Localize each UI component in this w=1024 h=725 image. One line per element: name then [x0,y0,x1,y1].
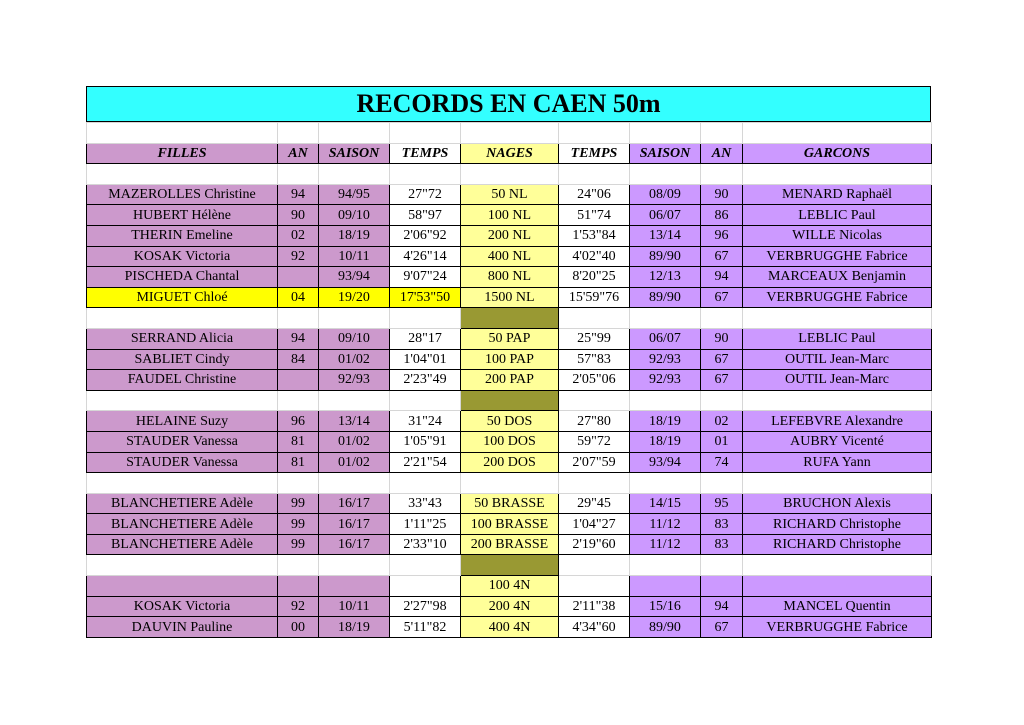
garcons-saison: 15/16 [630,596,701,617]
record-row [87,205,932,226]
garcons-name: VERBRUGGHE Fabrice [743,617,932,638]
empty-cell [87,473,278,494]
empty-cell [87,390,278,411]
column-header: SAISON [630,143,701,164]
empty-cell [630,164,701,185]
filles-temps: 27"72 [390,184,461,205]
filles-saison: 16/17 [319,534,390,555]
record-row [87,452,932,473]
filles-name: KOSAK Victoria [87,596,278,617]
garcons-name: RICHARD Christophe [743,514,932,535]
filles-name: STAUDER Vanessa [87,431,278,452]
filles-an [278,576,319,597]
nage-label: 100 PAP [461,349,559,370]
filles-an [278,370,319,391]
column-header: TEMPS [559,143,630,164]
garcons-saison: 08/09 [630,184,701,205]
garcons-an: 83 [701,534,743,555]
filles-saison: 01/02 [319,349,390,370]
filles-name: FAUDEL Christine [87,370,278,391]
garcons-temps: 1'04"27 [559,514,630,535]
garcons-temps: 2'07"59 [559,452,630,473]
filles-an: 99 [278,534,319,555]
empty-cell [701,308,743,329]
empty-cell [743,164,932,185]
empty-cell [278,123,319,144]
column-header: FILLES [87,143,278,164]
separator-row [87,555,932,576]
garcons-an: 94 [701,267,743,288]
garcons-an: 96 [701,225,743,246]
filles-an: 00 [278,617,319,638]
record-row [87,596,932,617]
filles-an: 94 [278,328,319,349]
garcons-an: 67 [701,349,743,370]
garcons-saison: 18/19 [630,411,701,432]
empty-cell [461,164,559,185]
empty-cell [630,123,701,144]
garcons-name: OUTIL Jean-Marc [743,370,932,391]
nage-label: 50 DOS [461,411,559,432]
garcons-an: 90 [701,184,743,205]
filles-temps: 33"43 [390,493,461,514]
separator-row [87,390,932,411]
filles-temps [390,576,461,597]
filles-temps: 1'05"91 [390,431,461,452]
record-row [87,431,932,452]
record-row [87,267,932,288]
filles-temps: 2'23"49 [390,370,461,391]
column-header: TEMPS [390,143,461,164]
empty-cell [390,555,461,576]
garcons-name: VERBRUGGHE Fabrice [743,287,932,308]
filles-temps: 2'21"54 [390,452,461,473]
column-header: NAGES [461,143,559,164]
filles-name: SERRAND Alicia [87,328,278,349]
filles-temps: 1'04"01 [390,349,461,370]
spacer-row [87,123,932,144]
filles-name: HUBERT Hélène [87,205,278,226]
filles-saison: 01/02 [319,452,390,473]
records-body [87,123,932,638]
filles-name: MAZEROLLES Christine [87,184,278,205]
filles-an: 81 [278,452,319,473]
filles-an: 92 [278,246,319,267]
empty-cell [701,390,743,411]
empty-cell [559,473,630,494]
garcons-temps: 2'11"38 [559,596,630,617]
filles-temps: 2'27"98 [390,596,461,617]
empty-cell [743,555,932,576]
filles-saison: 93/94 [319,267,390,288]
garcons-saison: 92/93 [630,349,701,370]
empty-cell [630,473,701,494]
garcons-temps [559,576,630,597]
filles-an: 84 [278,349,319,370]
filles-name: STAUDER Vanessa [87,452,278,473]
empty-cell [743,390,932,411]
column-header: SAISON [319,143,390,164]
filles-temps: 17'53"50 [390,287,461,308]
empty-cell [319,308,390,329]
nage-label: 200 PAP [461,370,559,391]
record-row [87,184,932,205]
empty-cell [630,555,701,576]
empty-cell [559,308,630,329]
record-row [87,576,932,597]
nage-label: 100 BRASSE [461,514,559,535]
garcons-saison: 11/12 [630,534,701,555]
filles-saison: 09/10 [319,205,390,226]
empty-cell [87,308,278,329]
nage-label: 1500 NL [461,287,559,308]
records-sheet [86,86,931,638]
filles-an: 94 [278,184,319,205]
empty-cell [701,123,743,144]
garcons-saison: 89/90 [630,246,701,267]
filles-temps: 31"24 [390,411,461,432]
empty-cell [630,308,701,329]
garcons-name: RICHARD Christophe [743,534,932,555]
filles-an: 99 [278,514,319,535]
garcons-name: LEBLIC Paul [743,205,932,226]
filles-an: 81 [278,431,319,452]
filles-name: DAUVIN Pauline [87,617,278,638]
empty-cell [630,390,701,411]
garcons-an: 67 [701,617,743,638]
empty-cell [278,308,319,329]
empty-cell [743,123,932,144]
record-row [87,534,932,555]
garcons-an: 02 [701,411,743,432]
empty-cell [559,555,630,576]
filles-saison: 19/20 [319,287,390,308]
garcons-temps: 4'34"60 [559,617,630,638]
nage-label: 200 DOS [461,452,559,473]
empty-cell [87,164,278,185]
garcons-name [743,576,932,597]
garcons-an: 94 [701,596,743,617]
filles-name: PISCHEDA Chantal [87,267,278,288]
filles-name: HELAINE Suzy [87,411,278,432]
column-header: GARCONS [743,143,932,164]
nage-label: 200 4N [461,596,559,617]
garcons-saison: 11/12 [630,514,701,535]
filles-saison: 92/93 [319,370,390,391]
records-table [86,122,932,638]
column-header: AN [278,143,319,164]
garcons-name: MARCEAUX Benjamin [743,267,932,288]
empty-cell [278,164,319,185]
garcons-saison: 14/15 [630,493,701,514]
nage-label: 200 BRASSE [461,534,559,555]
empty-cell [390,473,461,494]
filles-temps: 4'26"14 [390,246,461,267]
filles-saison [319,576,390,597]
empty-cell [319,123,390,144]
nage-label: 100 4N [461,576,559,597]
record-row [87,514,932,535]
empty-cell [319,390,390,411]
filles-name: MIGUET Chloé [87,287,278,308]
filles-saison: 18/19 [319,225,390,246]
garcons-temps: 1'53"84 [559,225,630,246]
empty-cell [390,308,461,329]
garcons-saison: 89/90 [630,287,701,308]
empty-cell [278,390,319,411]
garcons-an: 67 [701,246,743,267]
record-row [87,246,932,267]
record-row [87,225,932,246]
filles-name: SABLIET Cindy [87,349,278,370]
garcons-temps: 51"74 [559,205,630,226]
nage-label: 50 BRASSE [461,493,559,514]
empty-cell [559,164,630,185]
filles-temps: 5'11"82 [390,617,461,638]
empty-cell [278,473,319,494]
nage-label: 50 PAP [461,328,559,349]
empty-cell [319,473,390,494]
filles-temps: 28"17 [390,328,461,349]
record-row [87,349,932,370]
separator-cell [461,390,559,411]
garcons-name: LEFEBVRE Alexandre [743,411,932,432]
filles-saison: 16/17 [319,493,390,514]
filles-saison: 09/10 [319,328,390,349]
nage-label: 100 DOS [461,431,559,452]
filles-name: KOSAK Victoria [87,246,278,267]
garcons-saison: 12/13 [630,267,701,288]
empty-cell [559,123,630,144]
filles-temps: 2'33"10 [390,534,461,555]
filles-saison: 01/02 [319,431,390,452]
sheet-title: RECORDS EN CAEN 50m [86,86,931,122]
garcons-name: WILLE Nicolas [743,225,932,246]
empty-cell [701,473,743,494]
filles-saison: 18/19 [319,617,390,638]
garcons-an: 01 [701,431,743,452]
garcons-temps: 29"45 [559,493,630,514]
record-row [87,493,932,514]
empty-cell [559,390,630,411]
filles-temps: 9'07"24 [390,267,461,288]
filles-temps: 2'06"92 [390,225,461,246]
garcons-name: AUBRY Vicenté [743,431,932,452]
garcons-temps: 57"83 [559,349,630,370]
record-row [87,287,932,308]
nage-label: 100 NL [461,205,559,226]
nage-label: 800 NL [461,267,559,288]
garcons-saison: 06/07 [630,205,701,226]
filles-an: 04 [278,287,319,308]
separator-row [87,308,932,329]
record-row [87,411,932,432]
garcons-name: MANCEL Quentin [743,596,932,617]
empty-cell [390,164,461,185]
garcons-an: 67 [701,370,743,391]
garcons-temps: 4'02"40 [559,246,630,267]
nage-label: 400 4N [461,617,559,638]
blank-row [87,164,932,185]
filles-temps: 1'11"25 [390,514,461,535]
filles-an: 96 [278,411,319,432]
garcons-temps: 24"06 [559,184,630,205]
filles-name: BLANCHETIERE Adèle [87,493,278,514]
empty-cell [461,123,559,144]
garcons-saison: 92/93 [630,370,701,391]
empty-cell [319,555,390,576]
garcons-an: 86 [701,205,743,226]
empty-cell [701,164,743,185]
filles-saison: 94/95 [319,184,390,205]
empty-cell [87,123,278,144]
garcons-an [701,576,743,597]
empty-cell [743,308,932,329]
empty-cell [390,390,461,411]
garcons-saison: 18/19 [630,431,701,452]
filles-saison: 10/11 [319,246,390,267]
blank-row [87,473,932,494]
column-header: AN [701,143,743,164]
garcons-temps: 2'05"06 [559,370,630,391]
empty-cell [319,164,390,185]
nage-label: 200 NL [461,225,559,246]
garcons-saison [630,576,701,597]
garcons-temps: 25"99 [559,328,630,349]
nage-label: 400 NL [461,246,559,267]
garcons-saison: 93/94 [630,452,701,473]
garcons-saison: 13/14 [630,225,701,246]
empty-cell [278,555,319,576]
empty-cell [461,473,559,494]
garcons-temps: 59"72 [559,431,630,452]
filles-an: 90 [278,205,319,226]
record-row [87,617,932,638]
filles-name: BLANCHETIERE Adèle [87,514,278,535]
filles-an: 92 [278,596,319,617]
filles-saison: 10/11 [319,596,390,617]
garcons-an: 83 [701,514,743,535]
garcons-name: VERBRUGGHE Fabrice [743,246,932,267]
garcons-name: BRUCHON Alexis [743,493,932,514]
record-row [87,328,932,349]
separator-cell [461,555,559,576]
filles-name: BLANCHETIERE Adèle [87,534,278,555]
garcons-name: OUTIL Jean-Marc [743,349,932,370]
garcons-an: 95 [701,493,743,514]
empty-cell [390,123,461,144]
garcons-name: RUFA Yann [743,452,932,473]
filles-an: 02 [278,225,319,246]
garcons-name: LEBLIC Paul [743,328,932,349]
garcons-temps: 2'19"60 [559,534,630,555]
filles-name [87,576,278,597]
empty-cell [87,555,278,576]
garcons-saison: 89/90 [630,617,701,638]
separator-cell [461,308,559,329]
record-row [87,370,932,391]
empty-cell [743,473,932,494]
garcons-name: MENARD Raphaël [743,184,932,205]
garcons-an: 74 [701,452,743,473]
filles-an [278,267,319,288]
filles-saison: 13/14 [319,411,390,432]
garcons-an: 67 [701,287,743,308]
header-row [87,143,932,164]
filles-name: THERIN Emeline [87,225,278,246]
garcons-an: 90 [701,328,743,349]
garcons-temps: 15'59"76 [559,287,630,308]
filles-an: 99 [278,493,319,514]
filles-saison: 16/17 [319,514,390,535]
garcons-temps: 8'20"25 [559,267,630,288]
nage-label: 50 NL [461,184,559,205]
garcons-temps: 27"80 [559,411,630,432]
empty-cell [701,555,743,576]
garcons-saison: 06/07 [630,328,701,349]
filles-temps: 58"97 [390,205,461,226]
